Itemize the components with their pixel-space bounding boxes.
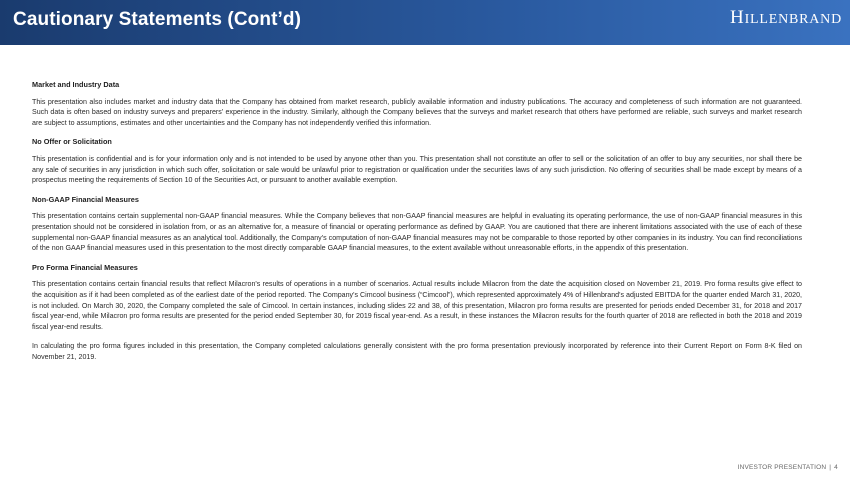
page-footer bbox=[738, 464, 838, 471]
footer-separator: | bbox=[829, 464, 832, 471]
logo-initial: H bbox=[730, 7, 745, 28]
page-number: 4 bbox=[834, 464, 838, 471]
body-content bbox=[32, 80, 802, 371]
page-title: Cautionary Statements (Cont’d) bbox=[13, 9, 302, 30]
section-paragraph: This presentation also includes market and industry data that the Company has obtained from market research, publicly available information and industry publications. The accuracy and completeness of such information are not guaranteed. Such data is often based on industry surveys and preparers' experience in the industry. Similarly, although the Company believes that the surveys and market research that others have performed are reliable, such surveys and market research are subject to assumptions, estimates and other uncertainties and the Company has not independently verified this information. bbox=[32, 97, 802, 127]
section-paragraph: This presentation is confidential and is for your information only and is not intended to be used by anyone other than you. This presentation shall not constitute an offer to sell or the solicitation of an offer to buy any securities, nor shall there be any sale of securities in any jurisdiction in which such offer, solicitation or sale would be unlawful prior to registration or qualification under the securities laws of any such jurisdiction. No offering of securities shall be made except by means of a prospectus meeting the requirements of Section 10 of the Securities Act, or pursuant to another available exemption. bbox=[32, 154, 802, 185]
section-heading: Non-GAAP Financial Measures bbox=[32, 194, 139, 204]
section-paragraph: This presentation contains certain financial results that reflect Milacron's results of operations in a number of scenarios. Actual results include Milacron from the date the acquisition closed on November 21, 2019. Pro forma results give effect to the acquisition as if it had been completed as of the earliest date of the period reported. The Company's Cimcool business (“Cimcool”), which represented approximately 4% of Hillenbrand's adjusted EBITDA for the quarter ended March 31, 2020, is not included. On March 30, 2020, the Company completed the sale of Cimcool. In certain instances, including slides 22 and 38, of this presentation, Milacron pro forma results are presented for periods ended December 31, for 2018 and 2017 fiscal year-end, while Milacron pro forma results are presented for the period ended September 30, for 2019 fiscal year-end. As a result, in these instances the Milacron results for the fourth quarter of 2018 are reflected in both the 2018 and 2019 fiscal year-end results. bbox=[32, 280, 802, 331]
footer-label: INVESTOR PRESENTATION bbox=[737, 464, 827, 471]
logo-rest: ILLENBRAND bbox=[744, 12, 842, 27]
header-bar bbox=[0, 0, 850, 45]
company-logo bbox=[730, 7, 842, 29]
section-paragraph: This presentation contains certain supplemental non-GAAP financial measures. While the Company believes that non-GAAP financial measures are helpful in evaluating its operating performance, the use of non-GAAP financial measures in this presentation should not be considered in isolation from, or as an alternative for, a measure of financial or operating performance as defined by GAAP. You are cautioned that there are inherent limitations associated with the use of each of these supplemental non-GAAP financial measures as an analytical tool. Additionally, the Company's computation of non-GAAP financial measures may not be comparable to those reported by other companies in its industry. You can find reconciliations of the non GAAP financial measures used in this presentation to the most directly comparable GAAP financial measures, to the extent available without unreasonable efforts, in the appendix of this presentation. bbox=[32, 212, 802, 253]
section-heading: Pro Forma Financial Measures bbox=[32, 262, 138, 272]
section-heading: Market and Industry Data bbox=[32, 80, 120, 89]
section-heading: No Offer or Solicitation bbox=[32, 137, 112, 147]
section-paragraph: In calculating the pro forma figures included in this presentation, the Company completed calculations generally consistent with the pro forma presentation previously incorporated by reference into their Current Report on Form 8-K filed on November 21, 2019. bbox=[32, 342, 802, 361]
